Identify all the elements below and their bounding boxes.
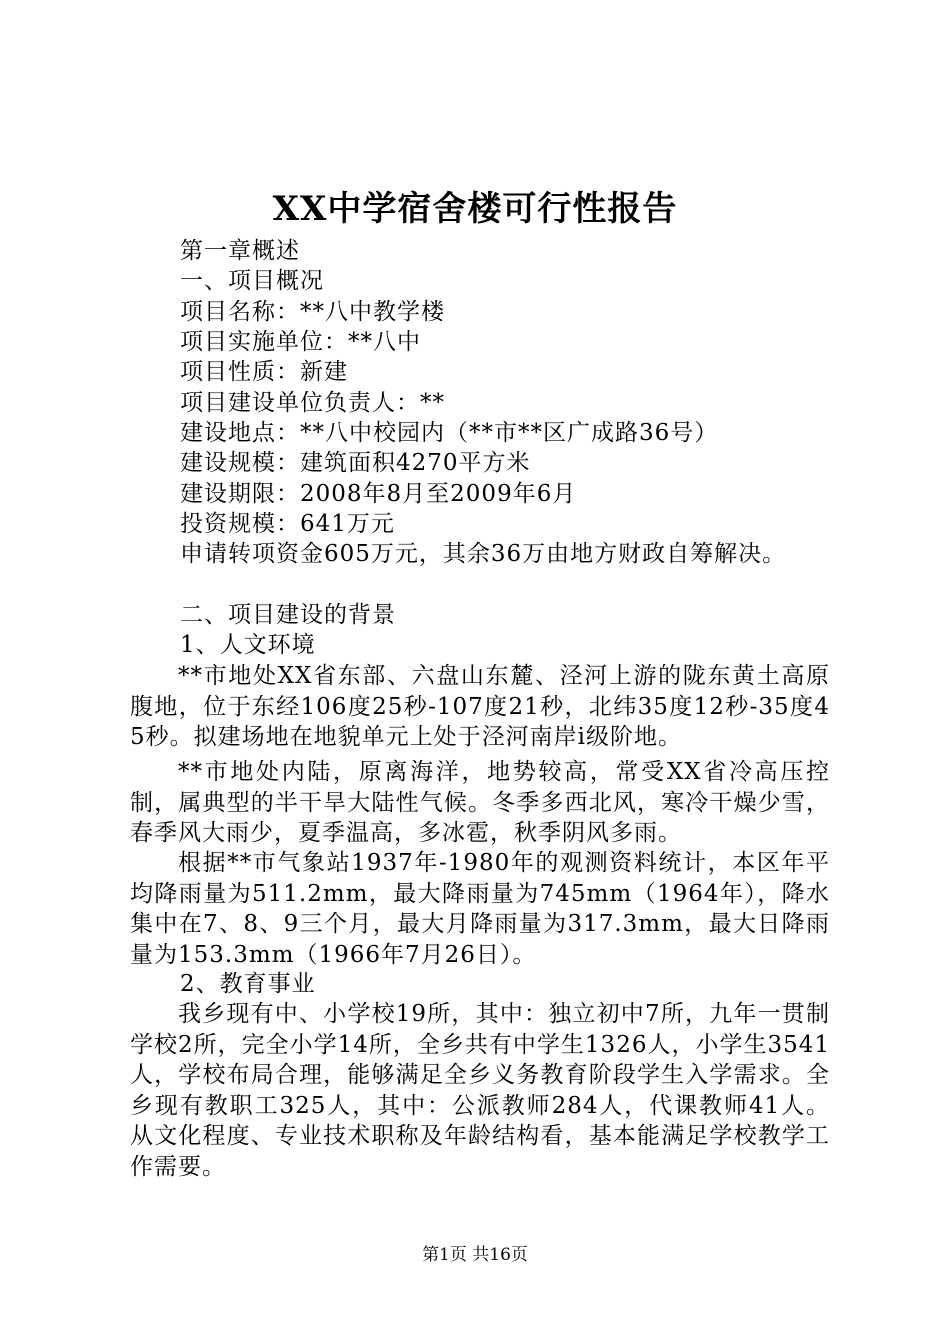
investment-line: 投资规模：641万元	[180, 511, 395, 537]
page-footer: 第1页 共16页	[422, 1245, 528, 1265]
period-line: 建设期限：2008年8月至2009年6月	[180, 481, 577, 507]
subheading-education: 2、教育事业	[180, 971, 316, 997]
paragraph-geography: **市地处XX省东部、六盘山东麓、泾河上游的陇东黄土高原腹地，位于东经106度25秒-107度21秒，北纬35度12秒-35度45秒。拟建场地在地貌单元上处于泾河南岸i级阶地。	[130, 663, 830, 750]
location-line: 建设地点：**八中校园内（**市**区广成路36号）	[180, 420, 719, 446]
project-name-line: 项目名称：**八中教学楼	[180, 299, 445, 325]
paragraph-climate: **市地处内陆，原离海洋，地势较高，常受XX省冷高压控制，属典型的半干旱大陆性气候。冬季多西北风，寒冷干燥少雪，春季风大雨少，夏季温高，多冰雹，秋季阴风多雨。	[130, 759, 830, 846]
subheading-humanities: 1、人文环境	[180, 632, 316, 658]
section-heading-overview: 一、项目概况	[180, 268, 324, 294]
paragraph-rainfall: 根据**市气象站1937年-1980年的观测资料统计，本区年平均降雨量为511.2mm，最大降雨量为745mm（1964年），降水集中在7、8、9三个月，最大月降雨量为317.3mm，最大日降雨量为153.3mm（1966年7月26日）。	[130, 850, 830, 968]
chapter-heading: 第一章概述	[180, 238, 300, 264]
document-title: XX中学宿舍楼可行性报告	[272, 189, 678, 229]
funding-line: 申请转项资金605万元，其余36万由地方财政自筹解决。	[180, 541, 787, 567]
section-heading-background: 二、项目建设的背景	[180, 602, 396, 628]
project-nature-line: 项目性质：新建	[180, 359, 348, 385]
responsible-person-line: 项目建设单位负责人：**	[180, 390, 445, 416]
paragraph-education: 我乡现有中、小学校19所，其中：独立初中7所，九年一贯制学校2所，完全小学14所，全乡共有中学生1326人，小学生3541人，学校布局合理，能够满足全乡义务教育阶段学生入学需求。全乡现有教职工325人，其中：公派教师284人，代课教师41人。从文化程度、专业技术职称及年龄结构看，基本能满足学校教学工作需要。	[130, 1001, 830, 1180]
implementing-unit-line: 项目实施单位：**八中	[180, 329, 421, 355]
scale-line: 建设规模：建筑面积4270平方米	[180, 450, 531, 476]
